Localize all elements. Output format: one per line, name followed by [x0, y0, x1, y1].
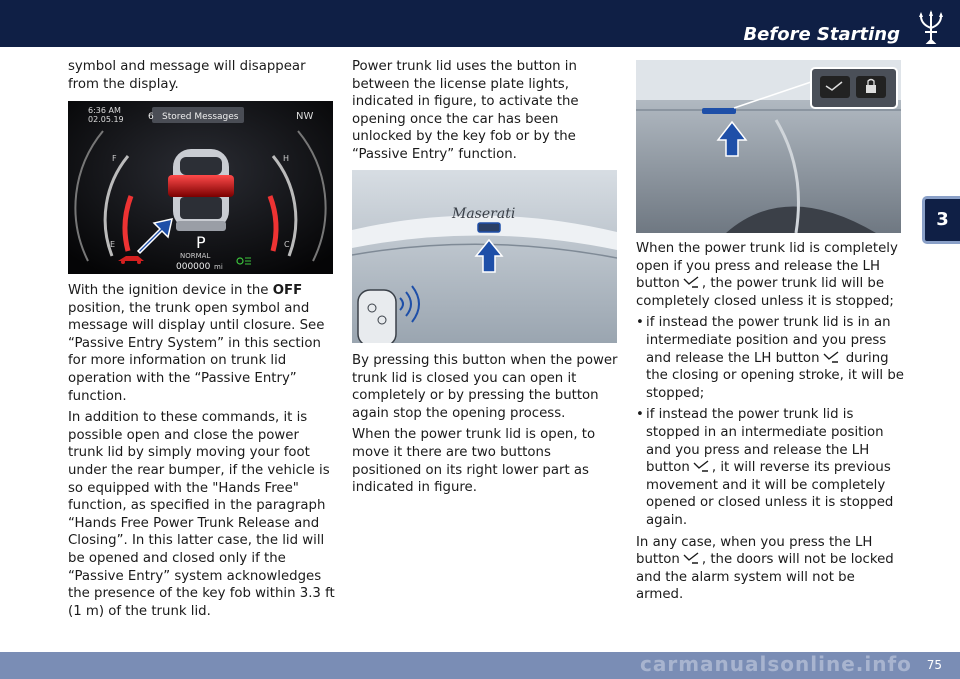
odometer-value: 000000	[176, 262, 211, 272]
text-run: , the power trunk lid will be completely closed unless it is stopped;	[636, 276, 894, 309]
text-run: if instead the power trunk lid is in an intermediate position and you press and release the LH button	[646, 315, 891, 366]
text-run: position, the trunk open symbol and message will display until closure. See “Passive Entry System” in this section for more information on trunk lid operation with the “Passive Entry” function.	[68, 300, 325, 404]
trident-icon	[916, 10, 946, 44]
chapter-number: 3	[936, 209, 949, 230]
text-run: during the closing or opening stroke, it will be stopped;	[646, 350, 904, 401]
trunk-close-icon	[682, 552, 700, 564]
odometer-unit: mi	[214, 263, 223, 271]
paragraph: Power trunk lid uses the button in between the license plate lights, indicated in figure, to activate the opening once the car has been unlocked by the key fob or by the “Passive Entry” function.	[352, 59, 579, 162]
clock-time: 6:36 AM	[88, 106, 121, 115]
paragraph: In addition to these commands, it is possible open and close the power trunk lid by simply moving your foot under the rear bumper, if the vehicle is so equipped with the "Hands Free" function, as specified in the paragraph “Hands Free Power Trunk Release and Closing”. In this latter case, the lid will be opened and closed only if the “Passive Entry” system acknowledges the presence of the key fob within 3.3 ft (1 m) of the trunk lid.	[68, 410, 335, 619]
bullet-item	[636, 314, 904, 402]
watermark: carmanualsonline.info	[640, 652, 912, 676]
gear-indicator: P	[196, 233, 206, 252]
stored-messages-label: Stored Messages	[162, 112, 239, 122]
paragraph: By pressing this button when the power trunk lid is closed you can open it completely or by pressing the button again stop the opening process.	[352, 353, 618, 421]
bold-text: OFF	[272, 283, 303, 298]
temp-cold-label: C	[284, 240, 290, 249]
drive-mode: NORMAL	[180, 252, 211, 260]
trunk-lid-button-image	[352, 170, 617, 343]
text-run: When the power trunk lid is completely open if you press and release the LH button	[636, 241, 898, 292]
text-run: if instead the power trunk lid is stopped in an intermediate position and you press and release the LH button	[646, 407, 884, 476]
text-run: With the ignition device in the	[68, 283, 273, 298]
date-readout: 02.05.19	[88, 115, 124, 124]
fuel-full-label: F	[112, 154, 117, 163]
paragraph	[636, 534, 904, 604]
page-number: 75	[926, 658, 942, 672]
trunk-close-icon	[692, 460, 710, 472]
paragraph: symbol and message will disappear from the display.	[68, 59, 306, 92]
trunk-lower-buttons-image	[636, 60, 901, 233]
message-count: 6	[148, 112, 154, 122]
chapter-tab	[922, 196, 960, 244]
trunk-close-icon	[682, 276, 700, 288]
paragraph	[68, 282, 338, 405]
bullet-item	[636, 406, 904, 529]
column-left	[68, 58, 338, 97]
text-run: , the doors will not be locked and the alarm system will not be armed.	[636, 552, 894, 603]
column-middle-body	[352, 352, 620, 501]
paragraph	[636, 240, 904, 310]
trunk-close-icon	[822, 351, 840, 363]
fuel-empty-label: E	[110, 240, 116, 249]
compass-heading: NW	[296, 111, 314, 122]
temp-hot-label: H	[283, 154, 290, 163]
paragraph: When the power trunk lid is open, to move it there are two buttons positioned on its right lower part as indicated in figure.	[352, 427, 596, 496]
column-middle	[352, 58, 620, 168]
buttons-inset	[811, 68, 897, 108]
section-title: Before Starting	[743, 24, 900, 45]
text-run: , it will reverse its previous movement and it will be completely opened or closed unless it is stopped again.	[646, 460, 894, 528]
instrument-cluster-image	[68, 101, 333, 274]
page-header	[0, 0, 960, 47]
column-right	[636, 240, 904, 608]
maserati-badge-text: Maserati	[452, 206, 516, 222]
column-left-body	[68, 282, 338, 624]
text-run: In any case, when you press the LH button	[636, 534, 873, 568]
